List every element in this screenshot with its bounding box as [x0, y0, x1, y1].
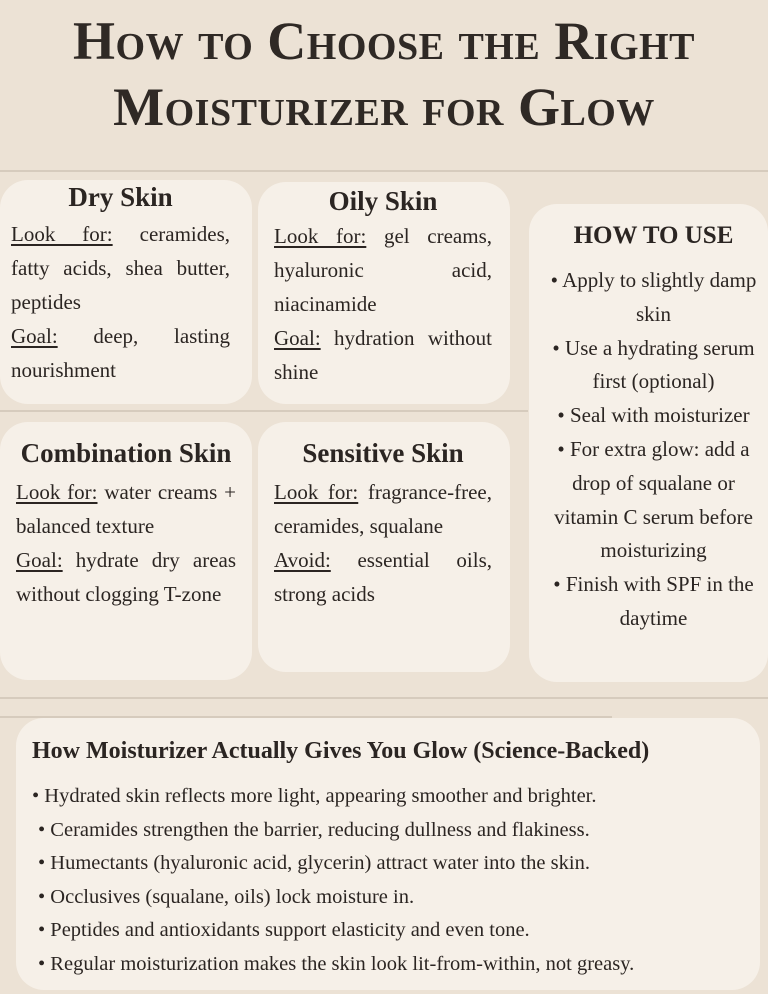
dry-skin-card	[0, 180, 252, 404]
dry-skin-body	[11, 217, 230, 387]
goal-text: deep, lasting nourishment	[11, 324, 231, 382]
science-item: • Occlusives (squalane, oils) lock moisture in.	[38, 885, 415, 908]
science-item: • Humectants (hyaluronic acid, glycerin) attract water into the skin.	[38, 852, 590, 875]
divider-bottom	[0, 697, 768, 699]
goal-label: Goal:	[11, 324, 58, 348]
how-to-use-list	[547, 264, 760, 636]
dry-skin-heading: Dry Skin	[68, 182, 173, 212]
page-title	[0, 8, 768, 140]
combination-skin-body	[16, 475, 236, 611]
how-to-use-item: • Apply to slightly damp skin	[550, 268, 757, 326]
science-card	[16, 718, 760, 990]
look-for-label: Look for:	[16, 480, 98, 504]
how-to-use-item: • Seal with moisturizer	[557, 403, 750, 428]
science-list	[32, 780, 750, 982]
how-to-use-item: • Finish with SPF in the daytime	[553, 572, 754, 630]
title-line-2: Moisturizer for Glow	[113, 77, 655, 137]
how-to-use-item: • Use a hydrating serum first (optional)	[552, 335, 755, 394]
look-for-text: fragrance-free, ceramides, squalane	[274, 480, 492, 538]
divider-middle	[0, 410, 528, 412]
goal-label: Goal:	[274, 326, 321, 350]
science-heading: How Moisturizer Actually Gives You Glow (Science-Backed)	[32, 738, 650, 764]
look-for-text: water creams + balanced texture	[16, 480, 236, 538]
combination-skin-heading: Combination Skin	[20, 438, 232, 468]
combination-skin-card	[0, 422, 252, 680]
title-line-1: How to Choose the Right	[73, 11, 695, 71]
avoid-label: Avoid:	[274, 548, 331, 572]
divider-top	[0, 170, 768, 172]
look-for-label: Look for:	[274, 480, 359, 504]
how-to-use-card	[529, 204, 768, 682]
science-item: • Regular moisturization makes the skin look lit-from-within, not greasy.	[38, 952, 635, 975]
sensitive-skin-body	[274, 475, 492, 611]
science-item: • Hydrated skin reflects more light, appearing smoother and brighter.	[32, 785, 597, 807]
how-to-use-heading: HOW TO USE	[573, 222, 734, 249]
goal-label: Goal:	[16, 548, 63, 572]
look-for-text: ceramides, fatty acids, shea butter, peptides	[11, 222, 230, 314]
oily-skin-card	[258, 182, 510, 404]
sensitive-skin-card	[258, 422, 510, 672]
look-for-label: Look for:	[11, 222, 113, 246]
how-to-use-item: • For extra glow: add a drop of squalane or vitamin C serum before moisturizing	[554, 436, 753, 563]
oily-skin-heading: Oily Skin	[328, 186, 438, 216]
science-item: • Peptides and antioxidants support elasticity and even tone.	[38, 919, 530, 942]
goal-text: hydrate dry areas without clogging T-zone	[16, 548, 237, 606]
goal-text: hydration without shine	[274, 326, 492, 384]
avoid-text: essential oils, strong acids	[274, 548, 492, 606]
oily-skin-body	[274, 219, 492, 389]
sensitive-skin-heading: Sensitive Skin	[302, 438, 464, 468]
look-for-label: Look for:	[274, 224, 367, 248]
science-item: • Ceramides strengthen the barrier, reducing dullness and flakiness.	[38, 818, 590, 841]
look-for-text: gel creams, hyaluronic acid, niacinamide	[274, 224, 492, 316]
